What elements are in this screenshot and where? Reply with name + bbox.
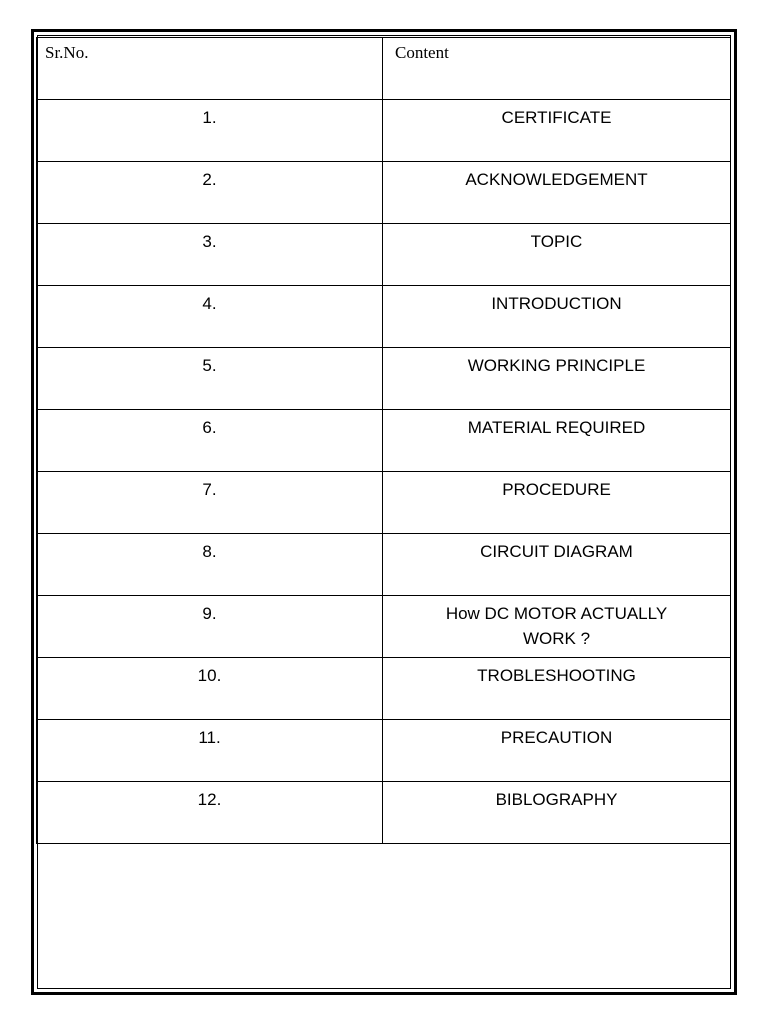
row-number: 1. bbox=[37, 100, 383, 162]
row-number: 2. bbox=[37, 162, 383, 224]
row-content-text: How DC MOTOR ACTUALLY WORK ? bbox=[445, 604, 668, 648]
table-row bbox=[37, 782, 731, 844]
row-content bbox=[383, 162, 731, 224]
row-content-text: PROCEDURE bbox=[502, 480, 611, 499]
row-content-text: WORKING PRINCIPLE bbox=[467, 356, 646, 375]
row-content-text: MATERIAL REQUIRED bbox=[467, 418, 646, 437]
header-row bbox=[37, 38, 731, 100]
header-content: Content bbox=[383, 38, 731, 100]
row-content bbox=[383, 720, 731, 782]
row-content-text: PRECAUTION bbox=[500, 728, 613, 747]
row-content bbox=[383, 286, 731, 348]
row-content bbox=[383, 472, 731, 534]
row-content bbox=[383, 534, 731, 596]
row-content-text: INTRODUCTION bbox=[491, 294, 622, 313]
table-row bbox=[37, 162, 731, 224]
table-row bbox=[37, 100, 731, 162]
row-number: 12. bbox=[37, 782, 383, 844]
row-number: 5. bbox=[37, 348, 383, 410]
table-row bbox=[37, 720, 731, 782]
table-row bbox=[37, 472, 731, 534]
row-content bbox=[383, 410, 731, 472]
table-row bbox=[37, 534, 731, 596]
row-number: 4. bbox=[37, 286, 383, 348]
row-number: 6. bbox=[37, 410, 383, 472]
row-number: 8. bbox=[37, 534, 383, 596]
row-number: 10. bbox=[37, 658, 383, 720]
table-of-contents bbox=[36, 37, 731, 844]
row-content-text: CERTIFICATE bbox=[501, 108, 612, 127]
row-content bbox=[383, 658, 731, 720]
row-number: 3. bbox=[37, 224, 383, 286]
table-row bbox=[37, 658, 731, 720]
row-content bbox=[383, 596, 731, 658]
table-row bbox=[37, 348, 731, 410]
row-content bbox=[383, 782, 731, 844]
header-serial-number: Sr.No. bbox=[37, 38, 383, 100]
row-content-text: TROBLESHOOTING bbox=[477, 666, 636, 685]
table-row bbox=[37, 224, 731, 286]
row-content-text: CIRCUIT DIAGRAM bbox=[480, 542, 633, 561]
row-content bbox=[383, 224, 731, 286]
table-row bbox=[37, 286, 731, 348]
row-content-text: BIBLOGRAPHY bbox=[495, 790, 618, 809]
row-content bbox=[383, 348, 731, 410]
row-content-text: TOPIC bbox=[530, 232, 583, 251]
table-row bbox=[37, 410, 731, 472]
row-number: 11. bbox=[37, 720, 383, 782]
row-number: 7. bbox=[37, 472, 383, 534]
row-content-text: ACKNOWLEDGEMENT bbox=[465, 170, 648, 189]
row-content bbox=[383, 100, 731, 162]
row-number: 9. bbox=[37, 596, 383, 658]
table-row bbox=[37, 596, 731, 658]
